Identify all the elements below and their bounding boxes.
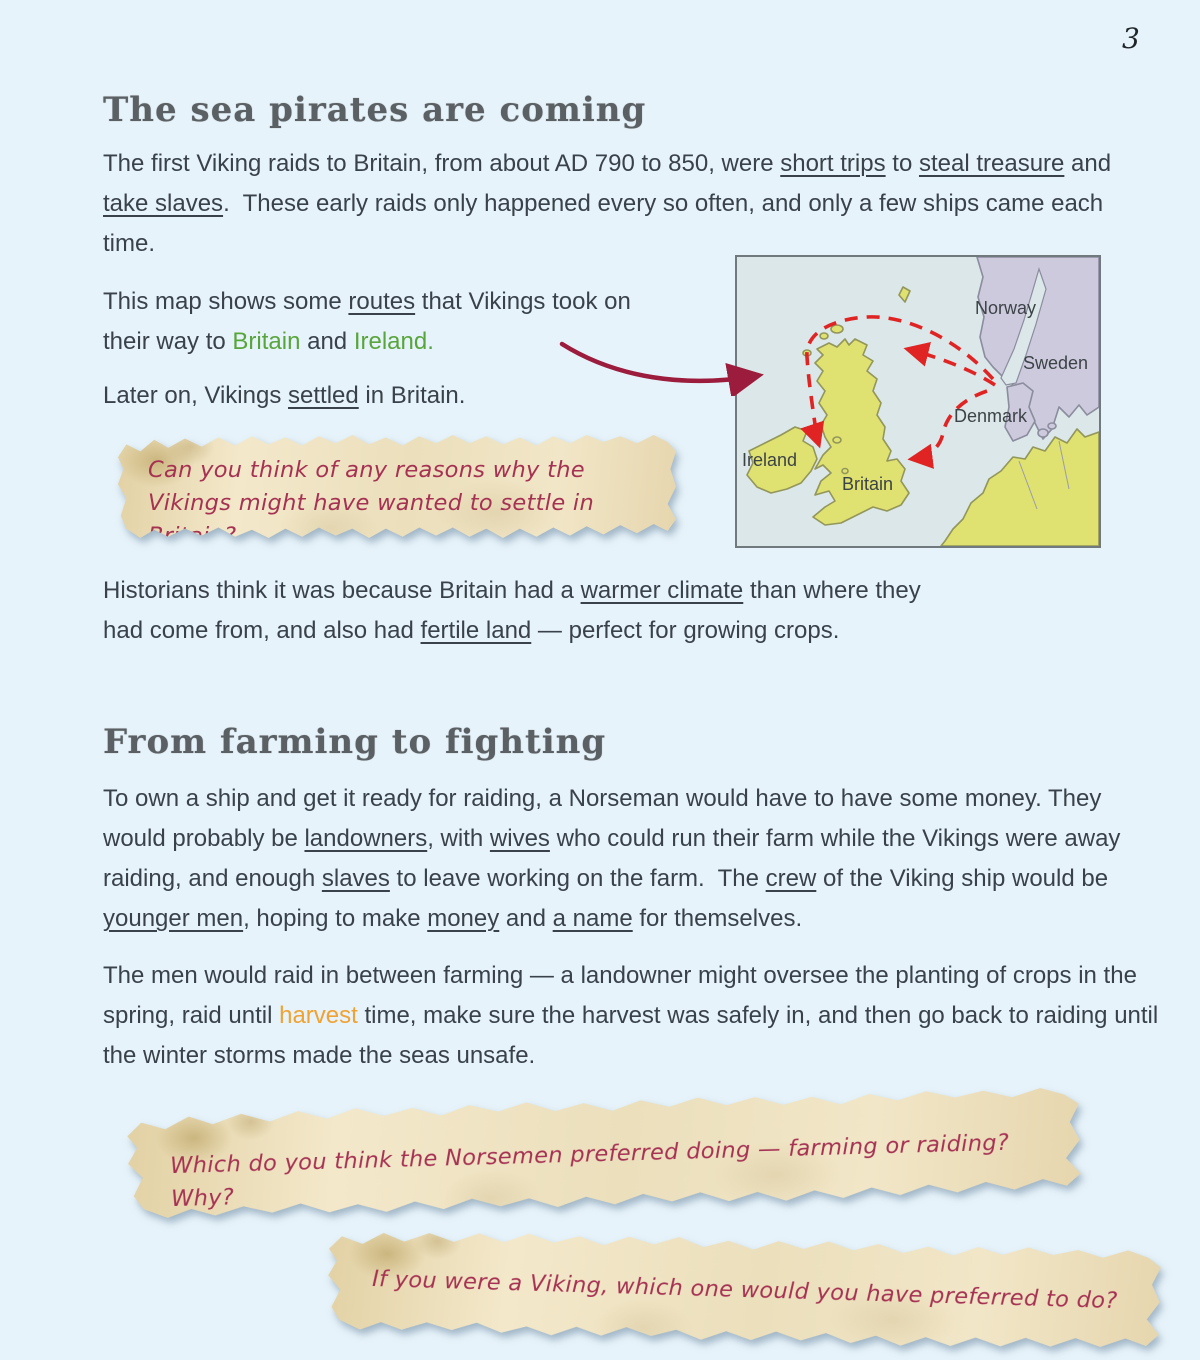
underlined-term: fertile land <box>420 617 532 644</box>
map-label-ireland: Ireland <box>742 450 798 470</box>
torn-paper <box>127 1080 1082 1227</box>
text-run: To own a ship and get it ready for raiding, a Norseman would have to have some money. They would probably be <box>103 785 1109 852</box>
text-run: — perfect for growing crops. <box>531 617 840 644</box>
map-orkney-island <box>831 325 843 333</box>
text-run: that Vikings took on their way to <box>103 288 638 355</box>
underlined-term: take slaves <box>103 190 224 217</box>
text-run: of the Viking ship would be <box>816 865 1115 892</box>
text-run: The first Viking raids to Britain, from about AD 790 to 850, were <box>103 150 781 177</box>
map-label-sweden: Sweden <box>1023 353 1089 373</box>
map-irish-sea-island <box>842 469 848 474</box>
map-continental-europe <box>941 429 1099 546</box>
text-run: . These early raids only happened every so often, and only a few ships came each time. <box>103 190 1110 257</box>
text-run: Later on, Vikings <box>103 382 289 409</box>
map-label-britain: Britain <box>842 474 894 494</box>
paragraph-historians <box>103 571 963 651</box>
pointer-arrow-to-map <box>550 336 785 396</box>
text-run: who could run their farm while the Vikings were away raiding, and enough <box>103 825 1128 892</box>
torn-paper <box>326 1220 1161 1360</box>
paragraph-ship-owner <box>103 779 1151 939</box>
highlighted-term: harvest <box>279 1002 358 1029</box>
text-run: This map shows some <box>103 288 349 315</box>
underlined-term: landowners <box>304 825 428 852</box>
text-run: Historians think it was because Britain had a <box>103 577 581 604</box>
text-run: and <box>499 905 553 932</box>
underlined-term: money <box>427 905 500 932</box>
text-run: than where they had come from, and also had <box>103 577 928 644</box>
map-route-to-scotland <box>907 349 995 385</box>
underlined-term: warmer climate <box>580 577 744 604</box>
text-run: for themselves. <box>632 905 803 932</box>
text-run: in Britain. <box>358 382 466 409</box>
highlighted-term: Ireland. <box>353 328 434 355</box>
section-heading-sea-pirates: The sea pirates are coming <box>103 90 647 130</box>
text-run: , hoping to make <box>243 905 428 932</box>
map-britain <box>813 339 909 525</box>
underlined-term: routes <box>348 288 416 315</box>
section-heading-farming-fighting: From farming to fighting <box>103 722 607 762</box>
map-shetland-island <box>899 287 910 302</box>
paragraph-first-raids <box>103 144 1148 264</box>
question-note-settle-text: Can you think of any reasons why the Vikings might have wanted to settle in Britain? <box>148 457 602 549</box>
underlined-term: wives <box>489 825 550 852</box>
underlined-term: slaves <box>321 865 390 892</box>
map-illustration <box>737 257 1099 546</box>
text-run: , with <box>427 825 490 852</box>
map-label-denmark: Denmark <box>954 406 1028 426</box>
text-run: The men would raid in between farming — a landowner might oversee the planting of crops in the spring, raid until <box>103 962 1144 1029</box>
paragraph-raid-seasons <box>103 956 1163 1076</box>
underlined-term: crew <box>765 865 817 892</box>
map-label-norway: Norway <box>975 298 1037 318</box>
question-note-preferred <box>127 1080 1082 1227</box>
text-run: and <box>300 328 354 355</box>
underlined-term: steal treasure <box>918 150 1065 177</box>
question-note-settle <box>118 428 676 549</box>
question-note-you-text: If you were a Viking, which one would you have preferred to do? <box>371 1265 1118 1315</box>
map-orkney-island <box>820 333 828 339</box>
page-number: 3 <box>1122 22 1140 55</box>
underlined-term: short trips <box>780 150 886 177</box>
text-run: time, make sure the harvest was safely in, and then go back to raiding until the winter storms made the seas unsafe. <box>103 1002 1165 1069</box>
text-run: to leave working on the farm. The <box>389 865 766 892</box>
text-run: and <box>1064 150 1118 177</box>
highlighted-term: Britain <box>232 328 301 355</box>
map-danish-island <box>1048 423 1056 429</box>
underlined-term: a name <box>552 905 633 932</box>
torn-paper <box>118 428 676 549</box>
underlined-term: younger men <box>103 905 244 932</box>
map-danish-island <box>1038 429 1048 437</box>
map-irish-sea-island <box>833 437 841 443</box>
question-note-you <box>326 1220 1161 1360</box>
viking-routes-map <box>735 255 1101 548</box>
text-run: to <box>885 150 919 177</box>
question-note-preferred-text: Which do you think the Norsemen preferred doing — farming or raiding? Why? <box>169 1129 1025 1213</box>
underlined-term: settled <box>288 382 359 409</box>
